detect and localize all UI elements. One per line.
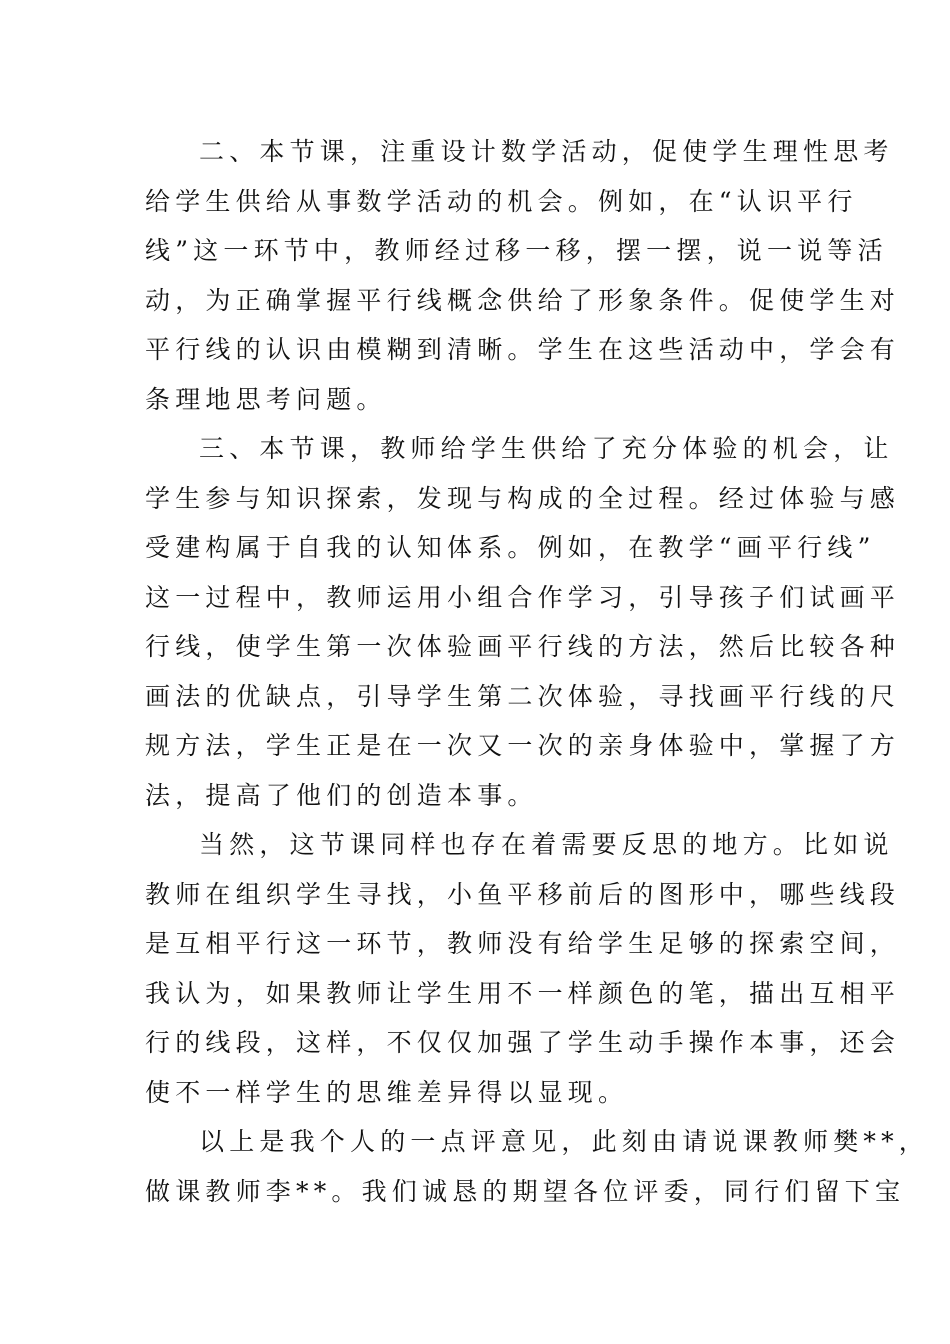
text-line: 是互相平行这一环节，教师没有给学生足够的探索空间， (145, 929, 901, 958)
text-line: 条理地思考问题。 (145, 384, 387, 414)
document-body (145, 127, 930, 1216)
text-line: 给学生供给从事数学活动的机会。例如，在“认识平行 (145, 186, 858, 216)
text-line: 线”这一环节中，教师经过移一移，摆一摆，说一说等活 (145, 236, 888, 265)
text-line: 三、本节课，教师给学生供给了充分体验的机会，让 (199, 434, 894, 463)
text-line: 动，为正确掌握平行线概念供给了形象条件。促使学生对 (145, 285, 901, 315)
text-line: 使不一样学生的思维差异得以显现。 (145, 1077, 629, 1107)
text-line: 二、本节课，注重设计数学活动，促使学生理性思考 (199, 137, 894, 166)
text-line: 法，提高了他们的创造本事。 (145, 780, 538, 810)
text-line: 做课教师李**。我们诚恳的期望各位评委，同行们留下宝 (145, 1176, 906, 1206)
text-line: 受建构属于自我的认知体系。例如，在教学“画平行线” (145, 533, 876, 562)
text-line: 当然，这节课同样也存在着需要反思的地方。比如说 (199, 830, 894, 859)
paragraph-3 (145, 424, 901, 820)
text-line: 这一过程中，教师运用小组合作学习，引导孩子们试画平 (145, 582, 901, 612)
paragraph-closing (145, 1117, 930, 1216)
text-line: 画法的优缺点，引导学生第二次体验，寻找画平行线的尺 (145, 681, 901, 711)
text-line: 平行线的认识由模糊到清晰。学生在这些活动中，学会有 (145, 335, 901, 364)
text-line: 我认为，如果教师让学生用不一样颜色的笔，描出互相平 (145, 978, 901, 1008)
text-line: 教师在组织学生寻找，小鱼平移前后的图形中，哪些线段 (145, 879, 901, 909)
paragraph-2 (145, 127, 901, 424)
text-line: 学生参与知识探索，发现与构成的全过程。经过体验与感 (145, 483, 901, 513)
text-line: 规方法，学生正是在一次又一次的亲身体验中，掌握了方 (145, 731, 901, 760)
text-line: 以上是我个人的一点评意见，此刻由请说课教师樊**， (199, 1127, 930, 1156)
text-line: 行线，使学生第一次体验画平行线的方法，然后比较各种 (145, 632, 901, 661)
text-line: 行的线段，这样，不仅仅加强了学生动手操作本事，还会 (145, 1028, 901, 1057)
paragraph-reflection (145, 820, 901, 1117)
